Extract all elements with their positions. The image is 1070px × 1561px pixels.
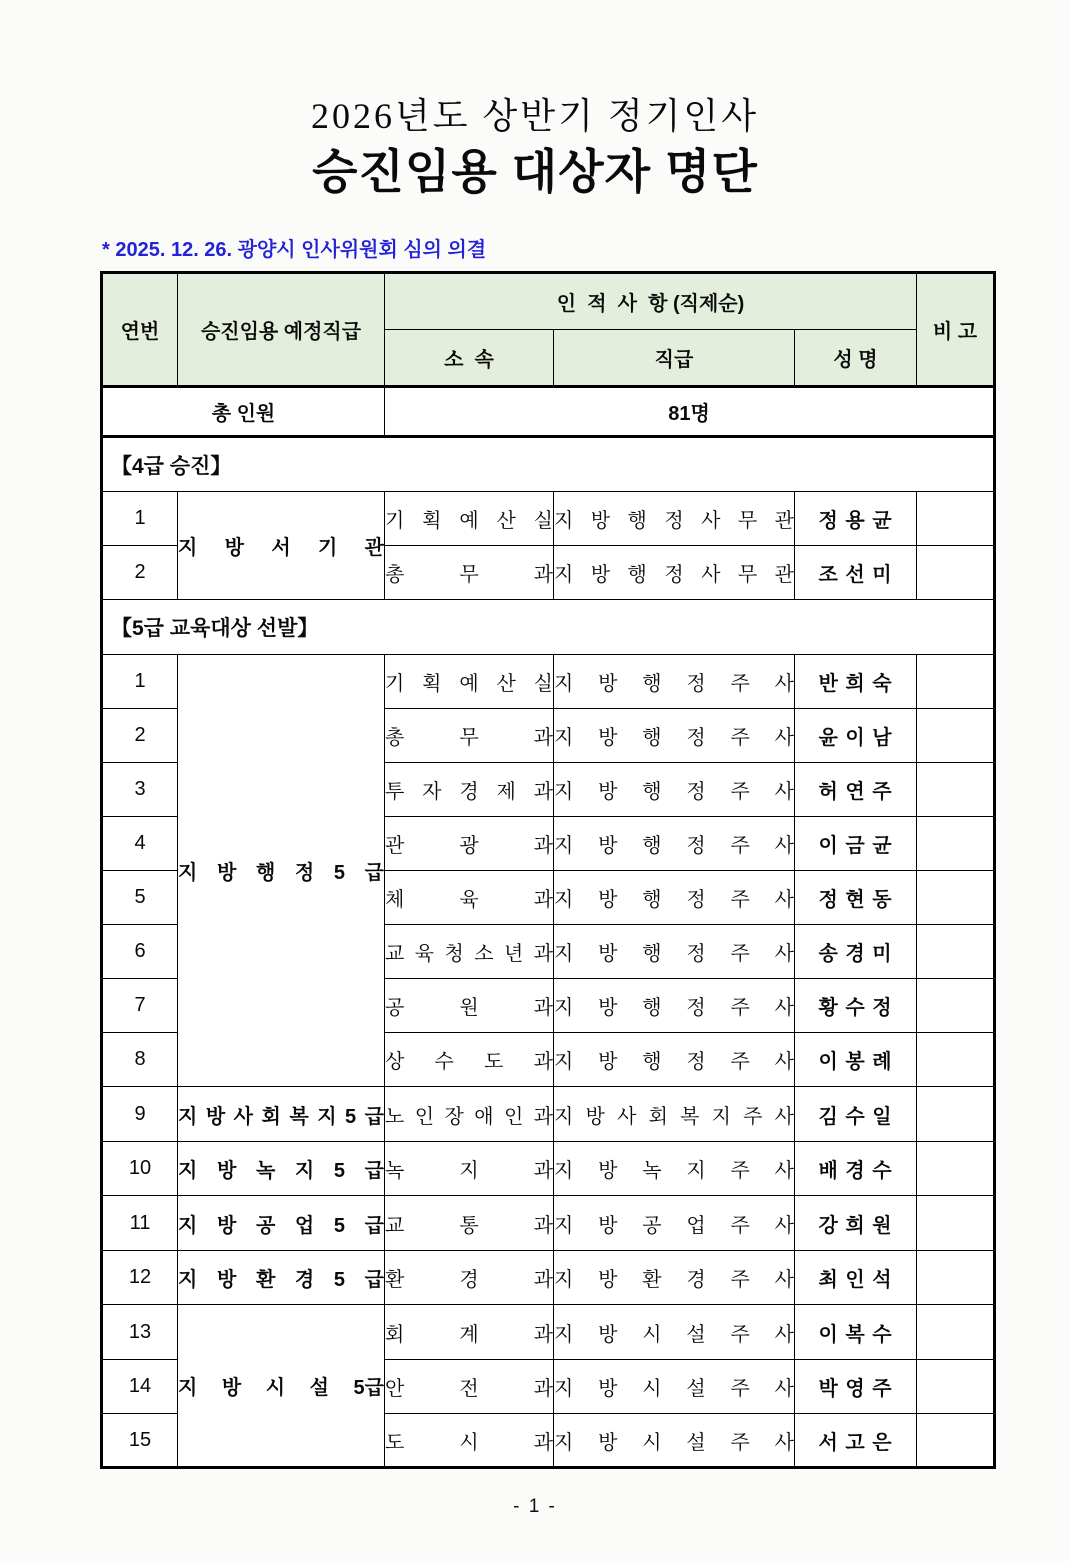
table-row <box>102 1087 995 1142</box>
name-cell: 최 인 석 <box>795 1251 917 1305</box>
seq-cell: 13 <box>102 1305 178 1360</box>
seq-cell: 6 <box>102 925 178 979</box>
document-title: 승진임용 대상자 명단 <box>312 145 758 198</box>
dept-cell: 교 통 과 <box>385 1196 554 1251</box>
rank-cell: 지 방 시 설 주 사 <box>554 1305 795 1360</box>
seq-cell: 12 <box>102 1251 178 1305</box>
rank-cell: 지 방 환 경 주 사 <box>554 1251 795 1305</box>
dept-cell: 기 획 예 산 실 <box>385 655 554 709</box>
remark-cell <box>917 979 995 1033</box>
name-cell: 조 선 미 <box>795 546 917 600</box>
rank-cell: 지 방 사 회 복 지 주 사 <box>554 1087 795 1142</box>
seq-cell: 5 <box>102 871 178 925</box>
remark-cell <box>917 546 995 600</box>
seq-cell: 2 <box>102 709 178 763</box>
table-row <box>102 1251 995 1305</box>
name-cell: 이 봉 례 <box>795 1033 917 1087</box>
seq-cell: 1 <box>102 492 178 546</box>
name-cell: 윤 이 남 <box>795 709 917 763</box>
seq-cell: 3 <box>102 763 178 817</box>
grade-cell: 지 방 행 정 5 급 <box>178 655 385 1087</box>
rank-cell: 지 방 공 업 주 사 <box>554 1196 795 1251</box>
name-cell: 김 수 일 <box>795 1087 917 1142</box>
dept-cell: 녹 지 과 <box>385 1142 554 1196</box>
grade-cell: 지 방 서 기 관 <box>178 492 385 600</box>
name-cell: 이 복 수 <box>795 1305 917 1360</box>
name-cell: 반 희 숙 <box>795 655 917 709</box>
remark-cell <box>917 925 995 979</box>
remark-cell <box>917 492 995 546</box>
name-cell: 배 경 수 <box>795 1142 917 1196</box>
dept-cell: 도 시 과 <box>385 1414 554 1468</box>
col-header-no: 연번 <box>102 273 178 387</box>
rank-cell: 지 방 행 정 주 사 <box>554 709 795 763</box>
dept-cell: 총 무 과 <box>385 709 554 763</box>
seq-cell: 11 <box>102 1196 178 1251</box>
dept-cell: 회 계 과 <box>385 1305 554 1360</box>
total-value: 81명 <box>385 387 995 437</box>
name-cell: 강 희 원 <box>795 1196 917 1251</box>
dept-cell: 기 획 예 산 실 <box>385 492 554 546</box>
seq-cell: 1 <box>102 655 178 709</box>
rank-cell: 지 방 녹 지 주 사 <box>554 1142 795 1196</box>
remark-cell <box>917 763 995 817</box>
committee-note: * 2025. 12. 26. 광양시 인사위원회 심의 의결 <box>102 239 487 261</box>
rank-cell: 지 방 행 정 주 사 <box>554 655 795 709</box>
remark-cell <box>917 1360 995 1414</box>
remark-cell <box>917 655 995 709</box>
dept-cell: 관 광 과 <box>385 817 554 871</box>
seq-cell: 15 <box>102 1414 178 1468</box>
name-cell: 서 고 은 <box>795 1414 917 1468</box>
remark-cell <box>917 1414 995 1468</box>
name-cell: 정 현 동 <box>795 871 917 925</box>
remark-cell <box>917 817 995 871</box>
seq-cell: 4 <box>102 817 178 871</box>
remark-cell <box>917 709 995 763</box>
name-cell: 송 경 미 <box>795 925 917 979</box>
remark-cell <box>917 871 995 925</box>
section-title: 【5급 교육대상 선발】 <box>102 600 995 655</box>
remark-cell <box>917 1305 995 1360</box>
page-number: - 1 - <box>513 1496 557 1517</box>
seq-cell: 2 <box>102 546 178 600</box>
remark-cell <box>917 1251 995 1305</box>
seq-cell: 8 <box>102 1033 178 1087</box>
section-title: 【4급 승진】 <box>102 437 995 492</box>
col-header-grade: 승진임용 예정직급 <box>178 273 385 387</box>
dept-cell: 체 육 과 <box>385 871 554 925</box>
col-header-remark: 비 고 <box>917 273 995 387</box>
rank-cell: 지 방 시 설 주 사 <box>554 1414 795 1468</box>
rank-cell: 지 방 행 정 주 사 <box>554 1033 795 1087</box>
table-row <box>102 1142 995 1196</box>
remark-cell <box>917 1087 995 1142</box>
dept-cell: 환 경 과 <box>385 1251 554 1305</box>
rank-cell: 지 방 행 정 주 사 <box>554 871 795 925</box>
grade-cell: 지 방 사 회 복 지 5 급 <box>178 1087 385 1142</box>
table-row <box>102 492 995 546</box>
remark-cell <box>917 1142 995 1196</box>
document-subtitle: 2026년도 상반기 정기인사 <box>311 96 759 136</box>
table-row <box>102 1196 995 1251</box>
name-cell: 이 금 균 <box>795 817 917 871</box>
promotion-table <box>100 271 996 1469</box>
dept-cell: 교 육 청 소 년 과 <box>385 925 554 979</box>
name-cell: 박 영 주 <box>795 1360 917 1414</box>
rank-cell: 지 방 행 정 사 무 관 <box>554 546 795 600</box>
total-label: 총 인원 <box>102 387 385 437</box>
col-header-rank: 직급 <box>554 330 795 387</box>
col-header-name: 성 명 <box>795 330 917 387</box>
rank-cell: 지 방 시 설 주 사 <box>554 1360 795 1414</box>
grade-cell: 지 방 시 설 5급 <box>178 1305 385 1468</box>
seq-cell: 7 <box>102 979 178 1033</box>
dept-cell: 투 자 경 제 과 <box>385 763 554 817</box>
table-row <box>102 655 995 709</box>
rank-cell: 지 방 행 정 주 사 <box>554 925 795 979</box>
col-header-personal: 인 적 사 항 (직제순) <box>385 273 917 330</box>
remark-cell <box>917 1033 995 1087</box>
seq-cell: 10 <box>102 1142 178 1196</box>
name-cell: 황 수 정 <box>795 979 917 1033</box>
name-cell: 허 연 주 <box>795 763 917 817</box>
table-row <box>102 1305 995 1360</box>
rank-cell: 지 방 행 정 주 사 <box>554 817 795 871</box>
seq-cell: 9 <box>102 1087 178 1142</box>
dept-cell: 노 인 장 애 인 과 <box>385 1087 554 1142</box>
dept-cell: 상 수 도 과 <box>385 1033 554 1087</box>
dept-cell: 총 무 과 <box>385 546 554 600</box>
col-header-dept: 소 속 <box>385 330 554 387</box>
seq-cell: 14 <box>102 1360 178 1414</box>
grade-cell: 지 방 환 경 5 급 <box>178 1251 385 1305</box>
grade-cell: 지 방 녹 지 5 급 <box>178 1142 385 1196</box>
name-cell: 정 용 균 <box>795 492 917 546</box>
dept-cell: 공 원 과 <box>385 979 554 1033</box>
grade-cell: 지 방 공 업 5 급 <box>178 1196 385 1251</box>
rank-cell: 지 방 행 정 사 무 관 <box>554 492 795 546</box>
remark-cell <box>917 1196 995 1251</box>
rank-cell: 지 방 행 정 주 사 <box>554 979 795 1033</box>
rank-cell: 지 방 행 정 주 사 <box>554 763 795 817</box>
dept-cell: 안 전 과 <box>385 1360 554 1414</box>
